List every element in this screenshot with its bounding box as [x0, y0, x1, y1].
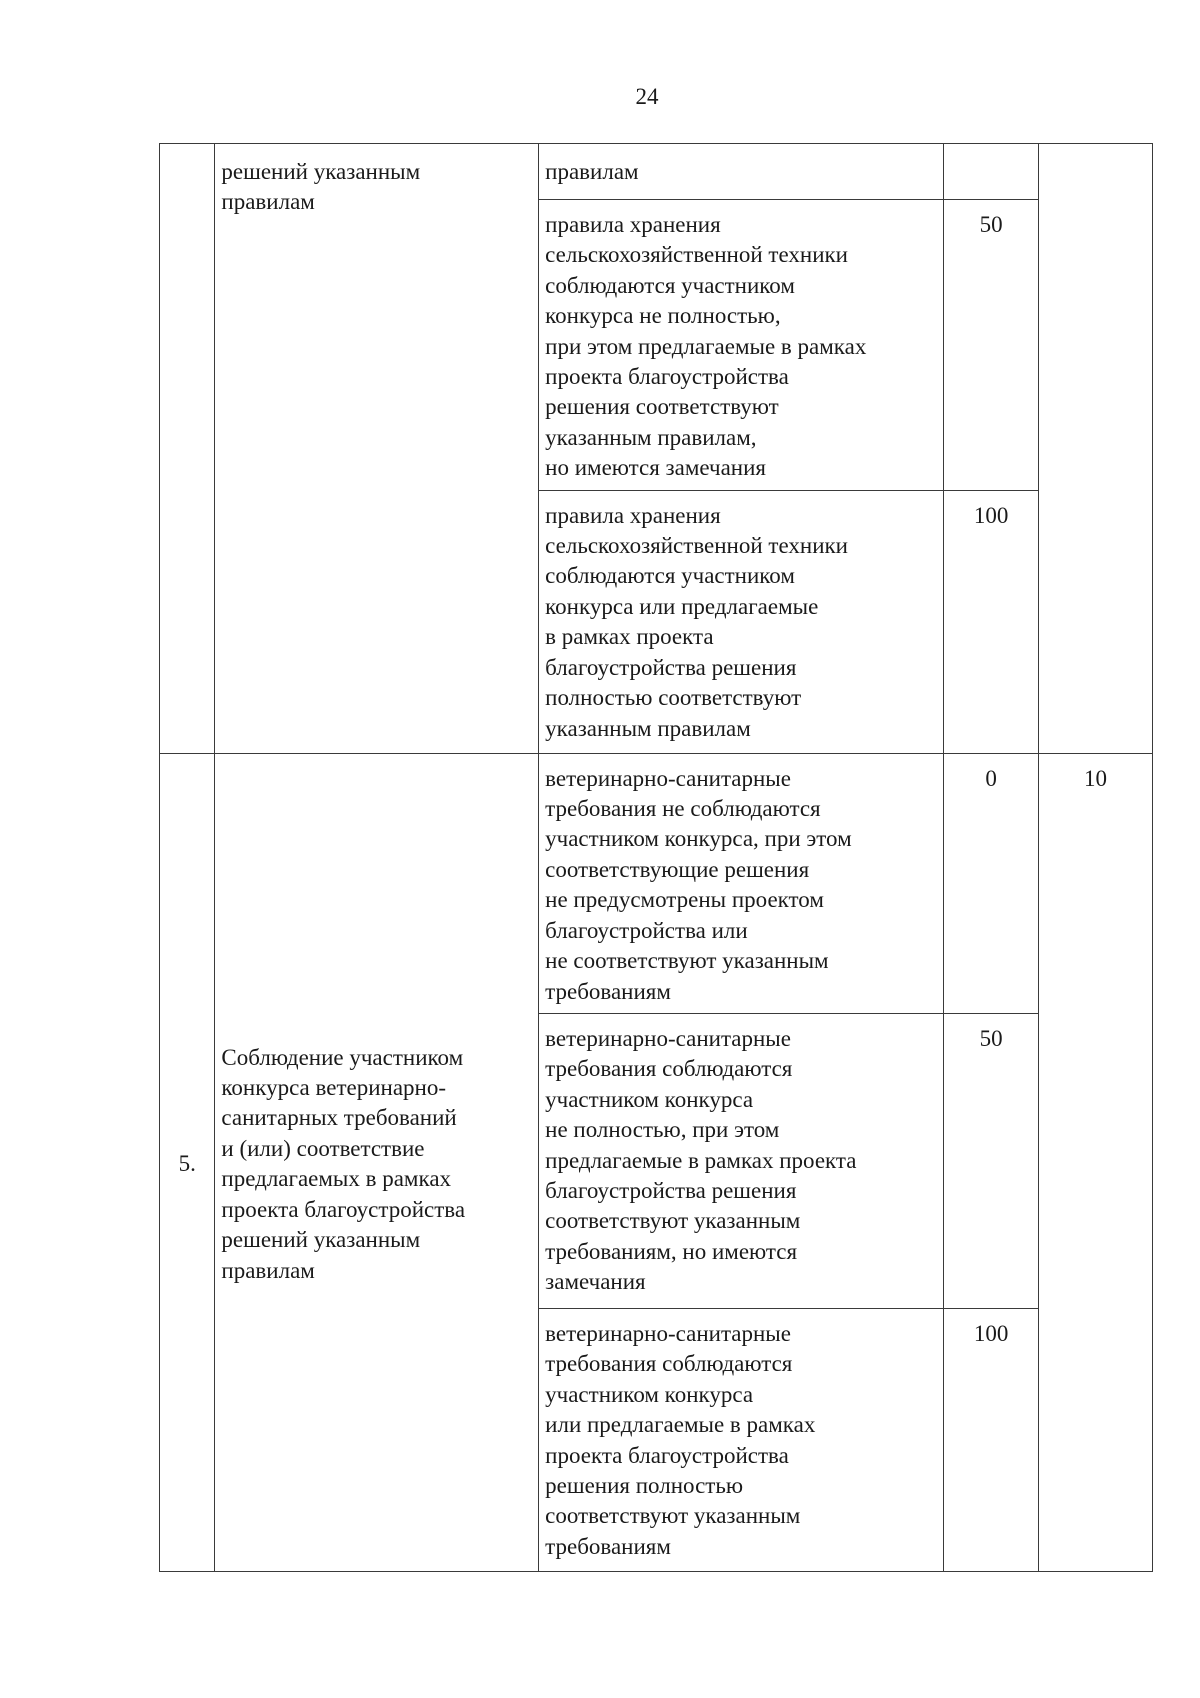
score-cell: 0	[944, 753, 1039, 1013]
score-cell	[944, 144, 1039, 200]
item-number-cell	[160, 144, 215, 754]
description-cell: ветеринарно-санитарные требования соблюдаются участником конкурса или предлагаемые в рамках проекта благоустройства решения полностью соответствуют указанным требованиям	[539, 1308, 944, 1571]
page-number: 24	[635, 84, 659, 109]
item-number-cell: 5.	[160, 753, 215, 1571]
description-cell: ветеринарно-санитарные требования не соблюдаются участником конкурса, при этом соответствующие решения не предусмотрены проектом благоустройства или не соответствуют указанным требованиям	[539, 753, 944, 1013]
description-cell: ветеринарно-санитарные требования соблюдаются участником конкурса не полностью, при этом предлагаемые в рамках проекта благоустройства решения соответствуют указанным требованиям, но имеются замечания	[539, 1013, 944, 1308]
weight-cell: 10	[1038, 753, 1152, 1571]
score-cell: 50	[944, 200, 1039, 491]
weight-cell	[1038, 144, 1152, 754]
score-cell: 50	[944, 1013, 1039, 1308]
table-row	[160, 144, 1153, 200]
criterion-cell: Соблюдение участником конкурса ветеринарно- санитарных требований и (или) соответствие предлагаемых в рамках проекта благоустройства решений указанным правилам	[215, 753, 539, 1571]
score-cell: 100	[944, 490, 1039, 753]
table-row	[160, 753, 1153, 1013]
score-cell: 100	[944, 1308, 1039, 1571]
criteria-table	[159, 143, 1153, 1572]
description-cell: правила хранения сельскохозяйственной техники соблюдаются участником конкурса не полностью, при этом предлагаемые в рамках проекта благоустройства решения соответствуют указанным правилам, но имеются замечания	[539, 200, 944, 491]
description-cell: правила хранения сельскохозяйственной техники соблюдаются участником конкурса или предлагаемые в рамках проекта благоустройства решения полностью соответствуют указанным правилам	[539, 490, 944, 753]
criterion-cell: решений указанным правилам	[215, 144, 539, 754]
description-cell: правилам	[539, 144, 944, 200]
